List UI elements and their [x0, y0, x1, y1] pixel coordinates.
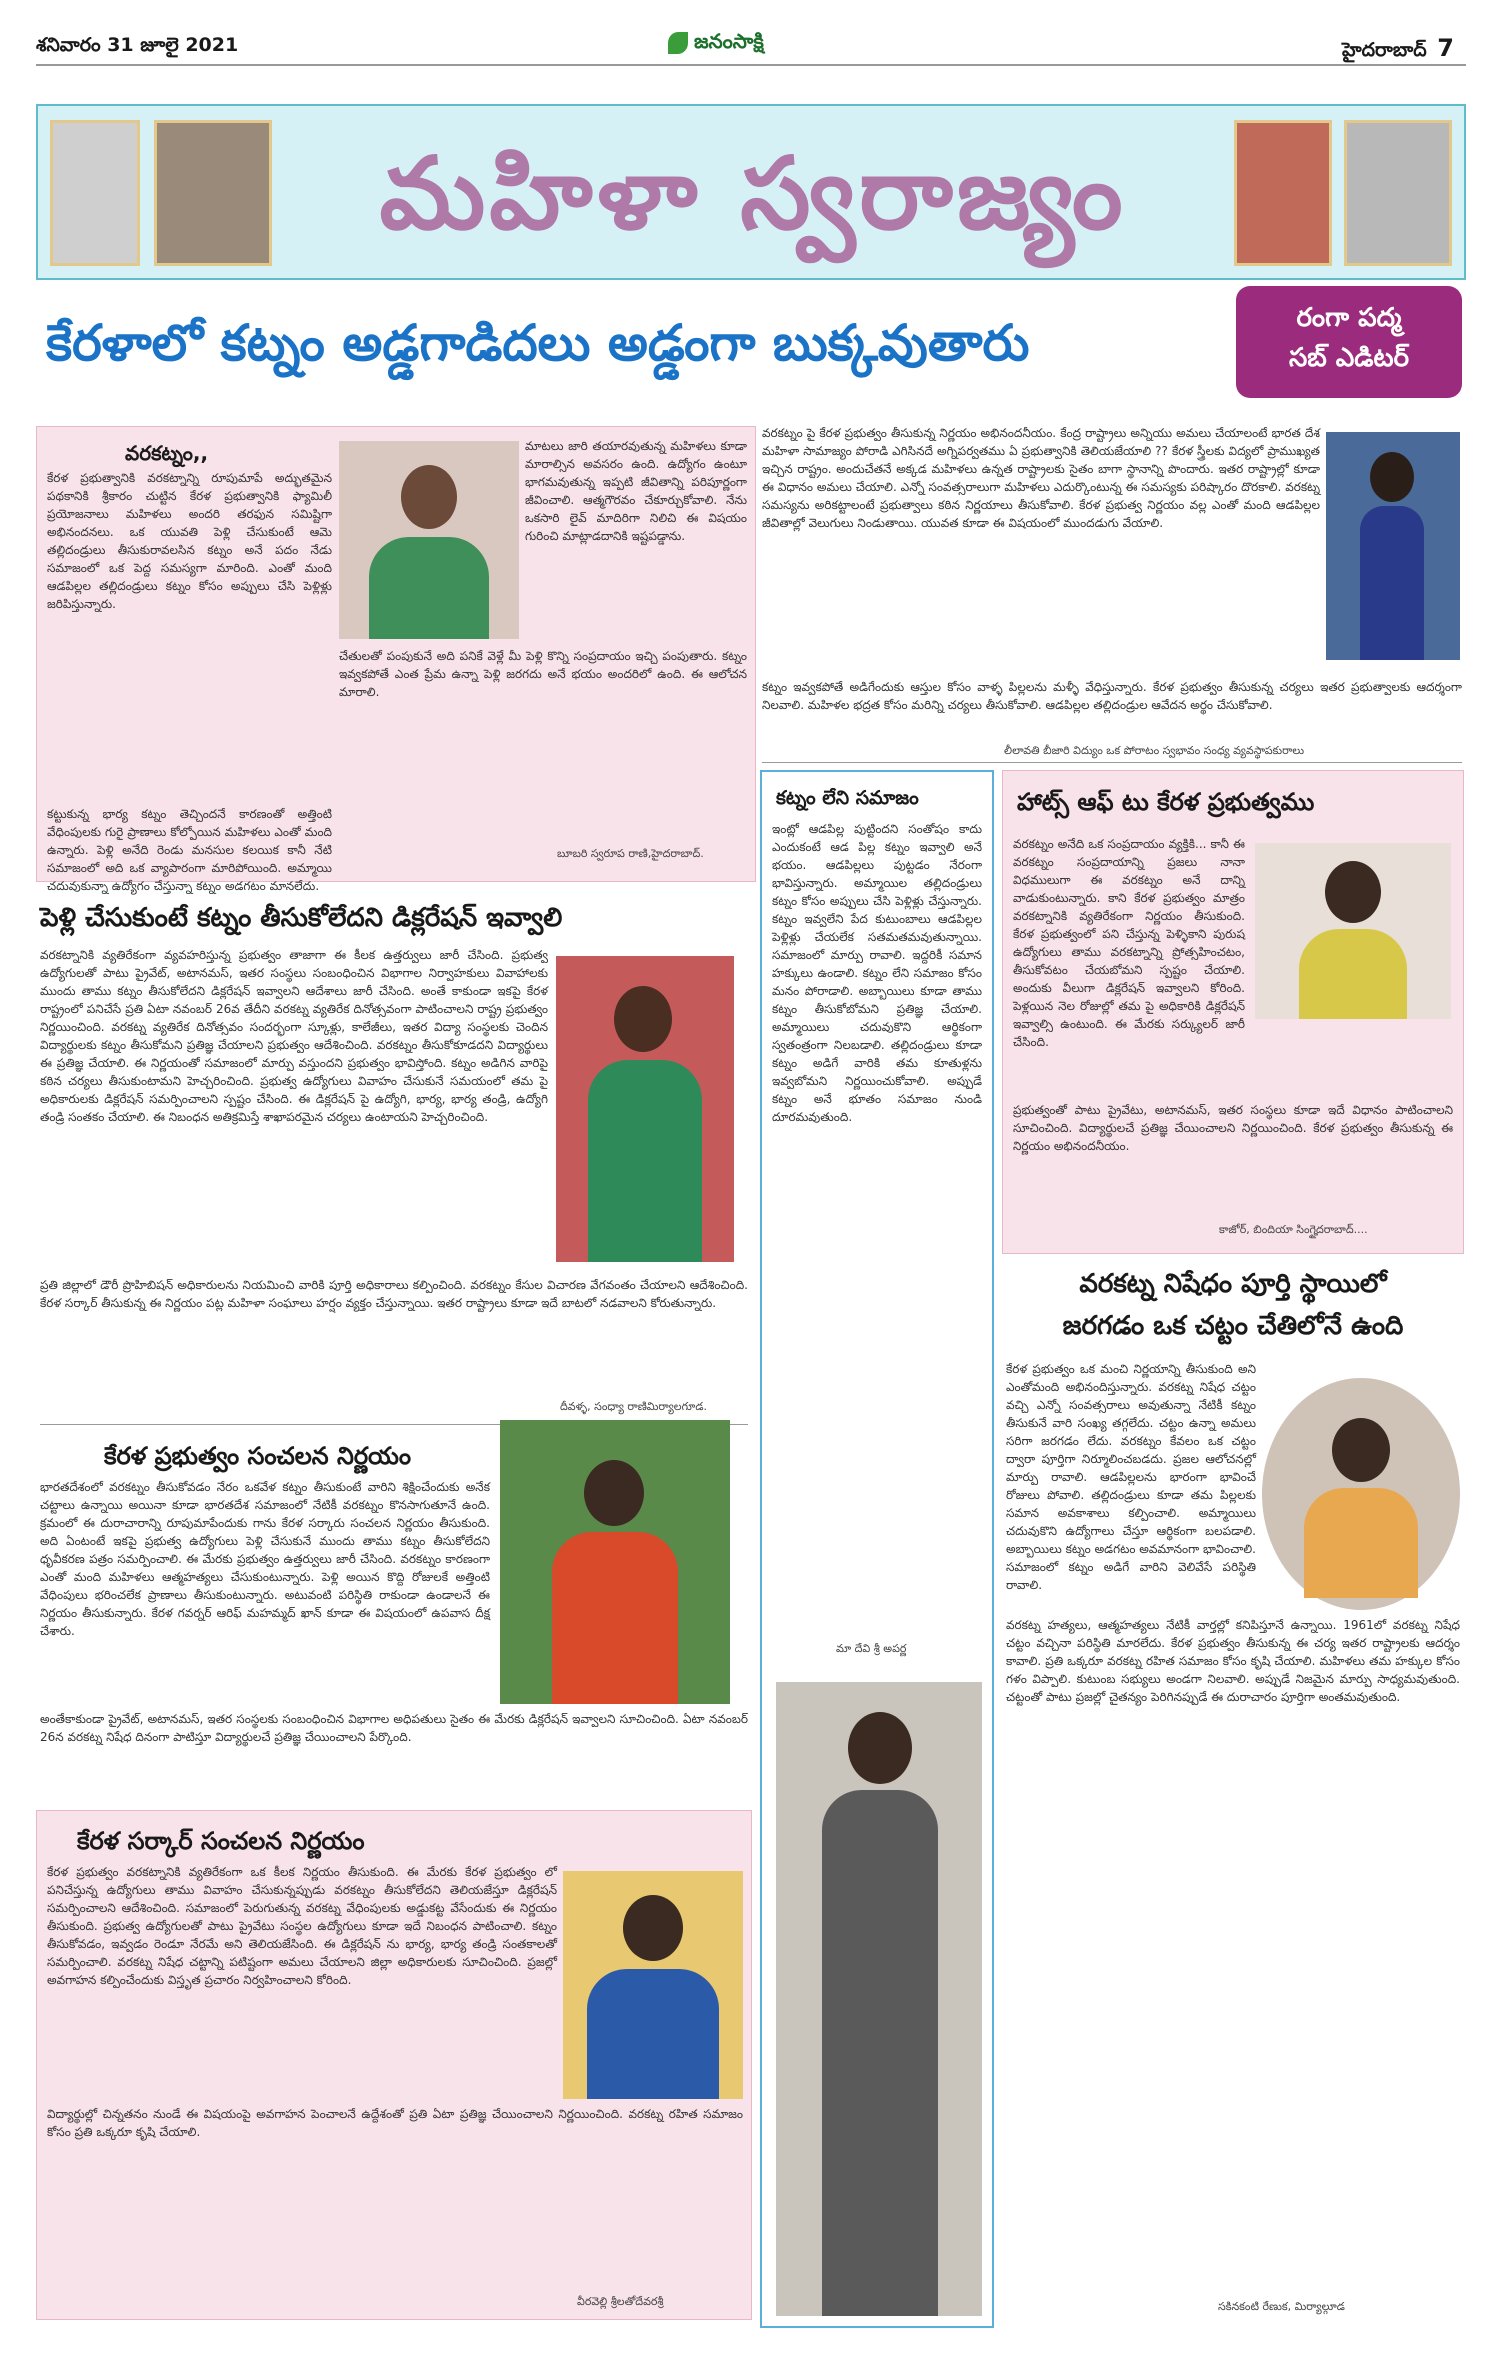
banner-portrait-1	[50, 120, 140, 266]
newspaper-logo	[668, 26, 764, 60]
nishedham-photo	[1262, 1378, 1460, 1610]
sanchalana2-body-2: విద్యార్థుల్లో చిన్నతనం నుండే ఈ విషయంపై అవగాహన పెంచాలనే ఉద్దేశంతో ప్రతి ఏటా ప్రతిజ్ఞ చేయించాలని నిర్ణయించింది. వరకట్న రహిత సమాజం కోసం ప్రతి ఒక్కరూ కృషి చేయాలి.	[47, 2107, 743, 2139]
article-sanchalana2	[36, 1810, 752, 2320]
edition-city-name: హైదరాబాద్	[1342, 39, 1427, 61]
declaration-body: వరకట్నానికి వ్యతిరేకంగా వ్యవహరిస్తున్న ప్రభుత్వం తాజాగా ఈ కీలక ఉత్తర్వులు జారీ చేసింది. ప్రభుత్వ ఉద్యోగులతో పాటు ప్రైవేట్, అటానమస్, ఇతర సంస్థలు సంబంధించిన విభాగాల నిర్వాహకులు వివాహాలకు ముందు తాము కట్నం తీసుకోలేదని డిక్లరేషన్ ఇవ్వాలని ఆదేశాలు జారీ చేసింది. అంతే కాకుండా ఇకపై కేరళ రాష్ట్రంలో పనిచేసే ప్రతి ఏటా నవంబర్ 26వ తేదీని వరకట్న వ్యతిరేక దినోత్సవంగా పాటించాలని రాష్ట్ర ప్రభుత్వం నిర్ణయించింది. వరకట్న వ్యతిరేక దినోత్సవం సందర్భంగా స్కూళ్లు, కాలేజీలు, ఇతర విద్యా సంస్థలకు చెందిన విద్యార్థులకు కట్నం తీసుకోమని ప్రతిజ్ఞ చేయాలని ప్రభుత్వం ఆదేశించింది. వరకట్నం తీసుకోకూడదని విద్యార్థులు ఈ ప్రతిజ్ఞ చేయాలి. ఈ నిర్ణయంతో సమాజంలో మార్పు వస్తుందని ప్రభుత్వం భావిస్తోంది. కట్నం అడిగిన వారిపై కఠిన చర్యలు తీసుకుంటామని హెచ్చరించింది. ప్రభుత్వ ఉద్యోగులు వివాహం చేసుకునే సమయంలో తమ పై అధికారులకు డిక్లరేషన్ సమర్పించాలని స్పష్టం చేసింది. ఈ డిక్లరేషన్ పై ఉద్యోగి, భార్య, భార్య తండ్రి, ఉద్యోగి తండ్రి సంతకం చేయాలి. ఈ నిబంధన అతిక్రమిస్తే శాఖాపరమైన చర్యలు ఉంటాయని హెచ్చరించింది.	[40, 948, 548, 1124]
article-kudos	[1002, 770, 1464, 1254]
article-body-bottom-right: చేతులతో పంపుకునే అది పనికే వెళ్లే మీ పెళ్లి కొన్ని సంప్రదాయం ఇచ్చి పంపుతారు. కట్నం ఇవ్వకపోతే ఎంత ప్రేమ ఉన్నా పెళ్లి జరగదు అనే భయం అందరిలో ఉంది. ఈ ఆలోచన మారాలి.	[339, 649, 747, 699]
kudos-body-2: ప్రభుత్వంతో పాటు ప్రైవేటు, అటానమస్, ఇతర సంస్థలు కూడా ఇదే విధానం పాటించాలని సూచించింది. విద్యార్థులచే ప్రతిజ్ఞ చేయించాలని నిర్ణయించింది. కేరళ ప్రభుత్వం తీసుకున్న ఈ నిర్ణయం అభినందనీయం.	[1013, 1103, 1453, 1153]
logo-text: జనంసాక్షి	[694, 28, 764, 53]
page-number: 7	[1437, 34, 1454, 62]
samajam-credit: మా దేవి శ్రీ అపర్ణ	[836, 1642, 907, 1655]
article-body-right: మాటలు జారి తయారవుతున్న మహిళలు కూడా మారాల్సిన అవసరం ఉంది. ఉద్యోగం ఉంటూ భాగమవుతున్న ఇప్పటి జీవితాన్ని పరిపూర్ణంగా జీవించాలి. ఆత్మగౌరవం చేకూర్చుకోవాలి. నేను ఒకసారి లైవ్ మాదిరిగా నిలిచి ఈ విషయం గురించి మాట్లాడదానికి ఇష్టపడ్డాను.	[525, 439, 747, 543]
banner-title: మహిళా స్వరాజ్యం	[379, 135, 1127, 252]
section-banner	[36, 104, 1466, 280]
nishedham-title-1: వరకట్న నిషేధం పూర్తి స్థాయిలో	[1079, 1269, 1387, 1299]
right-top-photo	[1326, 432, 1460, 660]
sanchalana1-photo	[500, 1420, 730, 1704]
logo-leaf-icon	[668, 32, 688, 54]
author-photo	[339, 441, 519, 639]
samajam-title: కట్నం లేని సమాజం	[776, 787, 919, 809]
editor-role: సబ్ ఎడిటర్	[1288, 343, 1410, 373]
right-top-credit: లీలావతి బీజారి విద్యుం ఒక పోరాటం స్వభావం సంధ్య వ్యవస్థాపకురాలు	[1004, 744, 1305, 757]
sanchalana1-body: భారతదేశంలో వరకట్నం తీసుకోవడం నేరం ఒకవేళ కట్నం తీసుకుంటే వారిని శిక్షించేందుకు అనేక చట్టాలు ఉన్నాయి అయినా కూడా భారతదేశ సమాజంలో నేటికీ వరకట్నం కొనసాగుతూనే ఉంది. క్రమంలో ఈ దురాచారాన్ని రూపుమాపేందుకు గాను కేరళ సర్కారు సంచలన నిర్ణయం తీసుకుంది. అది ఏంటంటే ఇకపై ప్రభుత్వ ఉద్యోగులు పెళ్లి చేసుకునే ముందు తాము కట్నం తీసుకోలేదని ధృవీకరణ పత్రం సమర్పించాలి. ఈ మేరకు ప్రభుత్వం ఉత్తర్వులు జారీ చేసింది. వరకట్నం కారణంగా ఎంతో మంది మహిళలు ఆత్మహత్యలు చేసుకుంటున్నారు. పెళ్లి అయిన కొద్ది రోజులకే అత్తింటి వేధింపులు భరించలేక ప్రాణాలు తీసుకుంటున్నారు. అటువంటి పరిస్థితి రాకుండా ఉండాలనే ఈ నిర్ణయం తీసుకున్నారు. కేరళ గవర్నర్ ఆరిఫ్ మహమ్మద్ ఖాన్ కూడా ఈ విషయంలో ఉపవాస దీక్ష చేశారు.	[40, 1480, 490, 1638]
masthead-rule	[36, 64, 1466, 66]
issue-date: శనివారం 31 జూలై 2021	[36, 34, 239, 56]
editor-name: రంగా పద్మ	[1296, 303, 1402, 333]
kudos-photo	[1255, 843, 1451, 1019]
editor-badge	[1236, 286, 1462, 398]
sanchalana2-body: కేరళ ప్రభుత్వం వరకట్నానికి వ్యతిరేకంగా ఒక కీలక నిర్ణయం తీసుకుంది. ఈ మేరకు కేరళ ప్రభుత్వం లో పనిచేస్తున్న ఉద్యోగులు తాము వివాహం చేసుకున్నప్పుడు వరకట్నం తీసుకోలేదని తెలియజేస్తూ డిక్లరేషన్ సమర్పించాలని ఆదేశించింది. సమాజంలో పెరుగుతున్న వరకట్న వేధింపులకు అడ్డుకట్ట వేసేందుకు ఈ నిర్ణయం తీసుకుంది. ప్రభుత్వ ఉద్యోగులతో పాటు ప్రైవేటు సంస్థల ఉద్యోగులు కూడా ఇదే నిబంధన పాటించాలి. కట్నం తీసుకోవడం, ఇవ్వడం రెండూ నేరమే అని తెలియజేసింది. ఈ డిక్లరేషన్ ను భార్య, భార్య తండ్రి సంతకాలతో సమర్పించాలి. వరకట్న నిషేధ చట్టాన్ని పటిష్టంగా అమలు చేయాలని జిల్లా అధికారులకు సూచించింది. ప్రజల్లో అవగాహన కల్పించేందుకు విస్తృత ప్రచారం నిర్వహించాలని కోరింది.	[47, 1865, 557, 1987]
samajam-photo	[776, 1682, 982, 2316]
right-top-body-2: కట్నం ఇవ్వకపోతే అడిగేందుకు ఆస్తుల కోసం వాళ్ళ పిల్లలను మళ్ళీ వేధిస్తున్నారు. కేరళ ప్రభుత్వం తీసుకున్న చర్యలు ఇతర ప్రభుత్వాలకు ఆదర్శంగా నిలవాలి. మహిళల భద్రత కోసం మరిన్ని చర్యలు తీసుకోవాలి. ఆడపిల్లల తల్లిదండ్రుల ఆవేదన అర్థం చేసుకోవాలి.	[762, 680, 1462, 712]
nishedham-credit: సకినకంటి రేణుక, మిర్యాల్గూడ	[1218, 2300, 1345, 2313]
sanchalana1-body-2: అంతేకాకుండా ప్రైవేట్, అటానమస్, ఇతర సంస్థలకు సంబంధించిన విభాగాల అధిపతులు సైతం ఈ మేరకు డిక్లరేషన్ ఇవ్వాలని సూచించింది. ఏటా నవంబర్ 26న వరకట్న నిషేధ దినంగా పాటిస్తూ విద్యార్థులచే ప్రతిజ్ఞ చేయించాలని పేర్కొంది.	[40, 1712, 748, 1744]
samajam-body: ఇంట్లో ఆడపిల్ల పుట్టిందని సంతోషం కాదు ఎందుకంటే ఆడ పిల్ల కట్నం ఇవ్వాలి అనే భయం. ఆడపిల్లలు పుట్టడం నేరంగా భావిస్తున్నారు. అమ్మాయిల తల్లిదండ్రులు కట్నం కోసం అప్పులు చేసి పెళ్లిళ్లు చేస్తున్నారు. కట్నం ఇవ్వలేని పేద కుటుంబాలు ఆడపిల్లల పెళ్లిళ్లు చేయలేక సతమతమవుతున్నాయి. సమాజంలో మార్పు రావాలి. ఇద్దరికీ సమాన హక్కులు ఉండాలి. కట్నం లేని సమాజం కోసం మనం పోరాడాలి. అబ్బాయిలు కూడా తాము కట్నం తీసుకోబోమని ప్రతిజ్ఞ చేయాలి. అమ్మాయిలు చదువుకొని ఆర్థికంగా స్వతంత్రంగా నిలబడాలి. తల్లిదండ్రులు కూడా కట్నం అడిగే వారికి తమ కూతుళ్లను ఇవ్వబోమని నిర్ణయించుకోవాలి. అప్పుడే కట్నం అనే భూతం సమాజం నుండి దూరమవుతుంది.	[772, 822, 982, 1124]
declaration-credit: దీవళ్ళ, సంధ్యా రాణిమిర్యాలగూడ.	[560, 1400, 707, 1413]
banner-portrait-4	[1344, 120, 1452, 266]
article-body: కేరళ ప్రభుత్వానికి వరకట్నాన్ని రూపుమాపే అద్భుతమైన పథకానికి శ్రీకారం చుట్టిన కేరళ ప్రభుత్వానికి ఫ్యామిలీ ప్రయోజనాలు మహిళలు అందరి తరఫున సమిష్టిగా అభినందనలు. ఒక యువతి పెళ్లి చేసుకుంటే ఆమె తల్లిదండ్రులు తీసుకురావలసిన కట్నం అనే పదం నేడు సమాజంలో ఒక పెద్ద సమస్యగా మారింది. ఎంతో మంది ఆడపిల్లల తల్లిదండ్రులు కట్నం కోసం అప్పులు చేసి పెళ్లిళ్లు జరిపిస్తున్నారు.	[47, 471, 332, 611]
nishedham-body-2: వరకట్న హత్యలు, ఆత్మహత్యలు నేటికీ వార్తల్లో కనిపిస్తూనే ఉన్నాయి. 1961లో వరకట్న నిషేధ చట్టం వచ్చినా పరిస్థితి మారలేదు. కేరళ ప్రభుత్వం తీసుకున్న ఈ చర్య ఇతర రాష్ట్రాలకు ఆదర్శం కావాలి. ప్రతి ఒక్కరూ వరకట్న రహిత సమాజం కోసం కృషి చేయాలి. మహిళలు తమ హక్కుల కోసం గళం విప్పాలి. కుటుంబ సభ్యులు అండగా నిలవాలి. అప్పుడే నిజమైన మార్పు సాధ్యమవుతుంది. చట్టంతో పాటు ప్రజల్లో చైతన్యం పెరిగినప్పుడే ఈ దురాచారం పూర్తిగా అంతమవుతుంది.	[1006, 1618, 1460, 1704]
declaration-body-2: ప్రతి జిల్లాలో డౌరీ ప్రొహిబిషన్ అధికారులను నియమించి వారికి పూర్తి అధికారాలు కల్పించింది. వరకట్నం కేసుల విచారణ వేగవంతం చేయాలని ఆదేశించింది. కేరళ సర్కార్ తీసుకున్న ఈ నిర్ణయం పట్ల మహిళా సంఘాలు హర్షం వ్యక్తం చేస్తున్నాయి. ఇతర రాష్ట్రాలు కూడా ఇదే బాటలో నడవాలని కోరుతున్నారు.	[40, 1278, 748, 1310]
right-top-body: వరకట్నం పై కేరళ ప్రభుత్వం తీసుకున్న నిర్ణయం అభినందనీయం. కేంద్ర రాష్ట్రాలు అన్నియు అమలు చేయాలంటే భారత దేశ మహిళా సామాజ్యం పోరాడి ఎగిసినదే అగ్నిపర్వతము ఏ ప్రభుత్వానికి తెలియజేయాలి ?? కేరళ స్త్రీలకు విద్యలో ప్రాముఖ్యత ఇచ్చిన రాష్ట్రం. అందుచేతనే అక్కడ మహిళలు ఉన్నత రాష్ట్రాలకు సైతం బాగా స్థానాన్ని పొందారు. ఇతర రాష్ట్రాల్లో కూడా ఈ విధానం అమలు చేయాలి. ఎన్నో సంవత్సరాలుగా మహిళలు ఎదుర్కొంటున్న ఈ సమస్యకు పరిష్కారం దొరకాలి. వరకట్న సమస్యను అరికట్టాలంటే ప్రభుత్వాలు కఠిన నిర్ణయాలు తీసుకోవాలి. కేరళ ప్రభుత్వ నిర్ణయం వల్ల ఎంతో మంది ఆడపిల్లల జీవితాల్లో వెలుగులు నిండుతాయి. యువత కూడా ఈ విషయంలో ముందడుగు వేయాలి.	[762, 426, 1320, 530]
banner-portrait-3	[1234, 120, 1332, 266]
article-varakatnam	[36, 426, 756, 893]
nishedham-body: కేరళ ప్రభుత్వం ఒక మంచి నిర్ణయాన్ని తీసుకుంది అని ఎంతోమంది అభినందిస్తున్నారు. వరకట్న నిషేధ చట్టం వచ్చి ఎన్నో సంవత్సరాలు అవుతున్నా నేటికీ కట్నం తీసుకునే వారి సంఖ్య తగ్గలేదు. చట్టం ఉన్నా అమలు సరిగా జరగడం లేదు. వరకట్నం కేవలం ఒక చట్టం ద్వారా పూర్తిగా నిర్మూలించబడదు. ప్రజల ఆలోచనల్లో మార్పు రావాలి. ఆడపిల్లలను భారంగా భావించే రోజులు పోవాలి. తల్లిదండ్రులు కూడా తమ పిల్లలకు సమాన అవకాశాలు కల్పించాలి. అమ్మాయిలు చదువుకొని ఉద్యోగాలు చేస్తూ ఆర్థికంగా బలపడాలి. అబ్బాయిలు కట్నం అడగటం అవమానంగా భావించాలి. సమాజంలో కట్నం అడిగే వారిని వెలివేసే పరిస్థితి రావాలి.	[1006, 1362, 1256, 1592]
edition-city	[1342, 34, 1454, 66]
declaration-photo	[556, 956, 734, 1262]
column-rule-2	[762, 762, 1462, 763]
article-body-bottom: కట్టుకున్న భార్య కట్నం తెచ్చిందనే కారణంతో అత్తింటి వేధింపులకు గురై ప్రాణాలు కోల్పోయిన మహిళలు ఎంతో మంది ఉన్నారు. పెళ్లి అనేది రెండు మనసుల కలయిక కానీ నేటి సమాజంలో అది ఒక వ్యాపారంగా మారిపోయింది. అమ్మాయి చదువుకున్నా ఉద్యోగం చేస్తున్నా కట్నం అడగటం మానలేదు.	[47, 807, 332, 893]
main-headline: కేరళాలో కట్నం అడ్డగాడిదలు అడ్డంగా బుక్కవుతారు	[46, 314, 1030, 372]
declaration-title: పెళ్లి చేసుకుంటే కట్నం తీసుకోలేదని డిక్లరేషన్ ఇవ్వాలి	[40, 903, 563, 933]
article-samajam	[760, 770, 994, 2328]
banner-portrait-2	[154, 120, 272, 266]
kudos-body: వరకట్నం అనేది ఒక సంప్రదాయం వ్యక్తికి... కానీ ఈ వరకట్నం సంప్రదాయాన్ని ప్రజలు నానా విధములుగా ఈ వరకట్నం అనే దాన్ని వాడుకుంటున్నారు. కాని కేరళ ప్రభుత్వం మాత్రం వరకట్నానికి వ్యతిరేకంగా నిర్ణయం తీసుకుంది. కేరళ ప్రభుత్వంలో పని చేస్తున్న పెళ్ళికాని పురుష ఉద్యోగులు తాము వరకట్నాన్ని ప్రోత్సహించటం, తీసుకోవటం చేయబోమని స్పష్టం చేయాలి. అందుకు వీలుగా డిక్లరేషన్ ఇవ్వాలని కోరింది. పెళ్లయిన నెల రోజుల్లో తమ పై అధికారికి డిక్లరేషన్ ఇవ్వాల్సి ఉంటుంది. ఈ మేరకు సర్క్యులర్ జారీ చేసింది.	[1013, 837, 1245, 1049]
author-credit: బూబరి స్వరూప రాణి,హైదరాబాద్.	[557, 847, 704, 860]
sanchalana1-title: కేరళ ప్రభుత్వం సంచలన నిర్ణయం	[104, 1442, 412, 1470]
sanchalana2-photo	[563, 1871, 743, 2099]
sanchalana2-credit: వీరవెల్లి శ్రీలతోదేవరశ్రీ	[577, 2295, 664, 2308]
article-title: వరకట్నం,,	[125, 441, 209, 465]
sanchalana2-title: కేరళ సర్కార్ సంచలన నిర్ణయం	[77, 1827, 365, 1855]
kudos-title: హాట్స్ ఆఫ్ టు కేరళ ప్రభుత్వము	[1017, 788, 1315, 816]
kudos-credit: కాజోర్, బిందియా సింగ్హైదరాబాద్....	[1219, 1223, 1368, 1236]
nishedham-title-2: జరగడం ఒక చట్టం చేతిలోనే ఉంది	[1062, 1311, 1404, 1341]
